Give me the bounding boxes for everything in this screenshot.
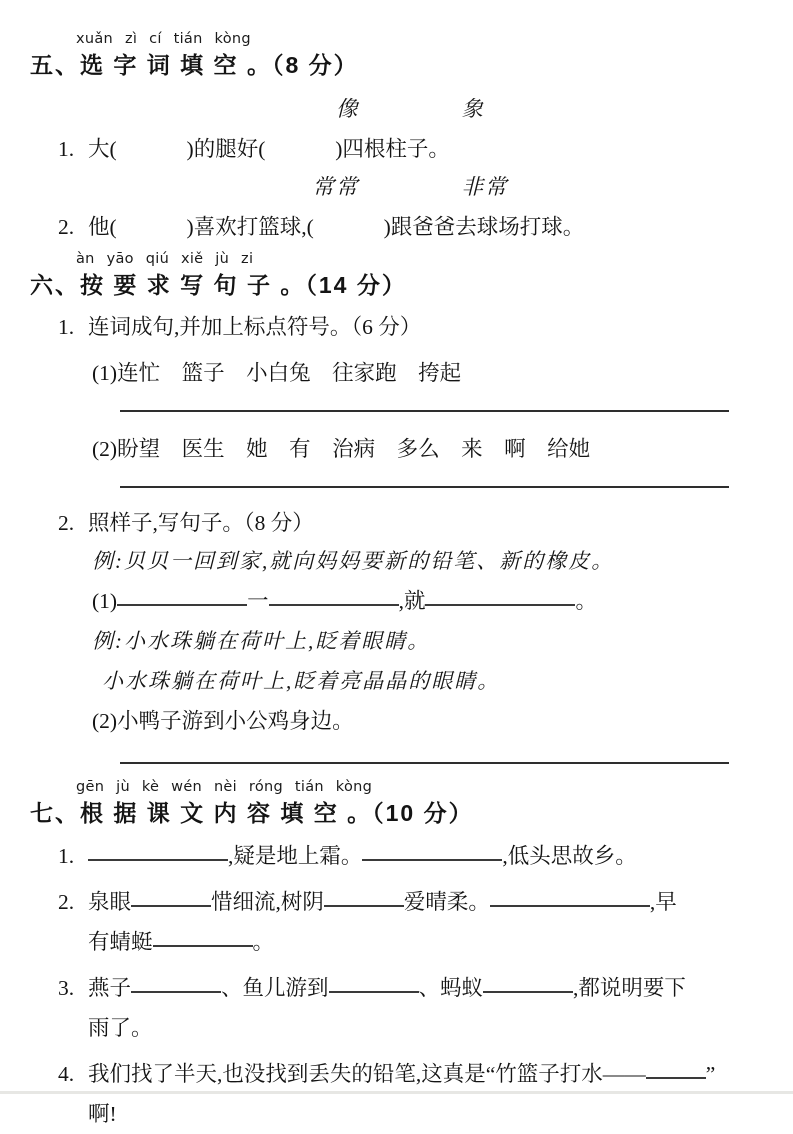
- fill-blank: [324, 905, 404, 907]
- item-text: 照样子,写句子。（8 分）: [88, 511, 314, 535]
- fill-blank: [153, 945, 253, 947]
- section-7-item-4: [30, 1054, 765, 1134]
- section-5-title: 五、选 字 词 填 空 。（8 分）: [30, 52, 359, 78]
- item-number: 4.: [58, 1062, 75, 1086]
- word-list-2: (2)盼望 医生 她 有 治病 多么 来 啊 给她: [92, 437, 591, 461]
- word-list-1: (1)连忙 篮子 小白兔 往家跑 挎起: [92, 361, 462, 385]
- section-6-pinyin: àn yāo qiú xiě jù zi: [76, 251, 254, 267]
- item-number: 3.: [58, 976, 75, 1000]
- example-sentence-2: 例:小水珠躺在荷叶上,眨着眼睛。: [92, 629, 431, 653]
- section-7-item-3: [30, 968, 765, 1048]
- item-number: 2.: [58, 215, 75, 239]
- section-5-item-1: [30, 134, 765, 164]
- section-7: [30, 778, 765, 1134]
- section-7-item-1: [30, 836, 765, 876]
- answer-line: [120, 762, 729, 764]
- option-word: 像: [335, 97, 360, 121]
- section-5: [30, 30, 765, 242]
- item-text: 大( )的腿好( )四根柱子。: [88, 137, 450, 161]
- section-6-title: 六、按 要 求 写 句 子 。（14 分）: [30, 272, 407, 298]
- fill-blank: [269, 604, 399, 606]
- section-6-item-1: [30, 312, 765, 342]
- example-answer: 小水珠躺在荷叶上,眨着亮晶晶的眼睛。: [102, 669, 501, 693]
- answer-line: [120, 486, 729, 488]
- fill-blank: [117, 604, 247, 606]
- section-6: [30, 250, 765, 764]
- section-7-title: 七、根 据 课 文 内 容 填 空 。（10 分）: [30, 800, 474, 826]
- fill-blank: [425, 604, 575, 606]
- item-text: 他( )喜欢打篮球,( )跟爸爸去球场打球。: [88, 215, 585, 239]
- example-sentence-1: 例:贝贝一回到家,就向妈妈要新的铅笔、新的橡皮。: [92, 549, 615, 573]
- item-text: 泉眼 惜细流,树阴 爱晴柔。 ,早: [88, 890, 677, 914]
- item-text: 我们找了半天,也没找到丢失的铅笔,这真是“竹篮子打水—— ”: [88, 1062, 716, 1086]
- option-row-1: [30, 94, 765, 124]
- rewrite-prompt: (2)小鸭子游到小公鸡身边。: [92, 709, 354, 733]
- section-5-pinyin: xuǎn zì cí tián kòng: [76, 31, 251, 47]
- fill-blank: [483, 991, 573, 993]
- item-number: 1.: [58, 844, 75, 868]
- option-word: 非常: [461, 175, 509, 199]
- fill-blank: [490, 905, 650, 907]
- section-5-item-2: [30, 212, 765, 242]
- item-text: ,疑是地上霜。 ,低头思故乡。: [88, 844, 637, 868]
- item-number: 1.: [58, 137, 75, 161]
- item-number: 1.: [58, 315, 75, 339]
- fill-in-line: (1) 一 ,就 。: [92, 589, 597, 613]
- section-7-item-2: [30, 882, 765, 962]
- item-text: 雨了。: [88, 1016, 153, 1040]
- answer-line: [120, 410, 729, 412]
- option-word: 常常: [312, 175, 360, 199]
- section-6-item-2: [30, 508, 765, 538]
- item-text: 燕子 、鱼儿游到 、蚂蚁 ,都说明要下: [88, 976, 686, 1000]
- option-row-2: [30, 172, 765, 202]
- item-text: 连词成句,并加上标点符号。（6 分）: [88, 315, 422, 339]
- fill-blank: [88, 859, 228, 861]
- fill-blank: [131, 991, 221, 993]
- section-7-pinyin: gēn jù kè wén nèi róng tián kòng: [76, 779, 373, 795]
- item-text: 有蜻蜓 。: [88, 930, 275, 954]
- fill-blank: [362, 859, 502, 861]
- item-number: 2.: [58, 511, 75, 535]
- fill-blank: [131, 905, 211, 907]
- option-word: 象: [461, 97, 486, 121]
- page-edge-shadow: [0, 1091, 793, 1094]
- item-text: 啊!: [88, 1102, 117, 1126]
- fill-blank: [646, 1077, 706, 1079]
- fill-blank: [329, 991, 419, 993]
- item-number: 2.: [58, 890, 75, 914]
